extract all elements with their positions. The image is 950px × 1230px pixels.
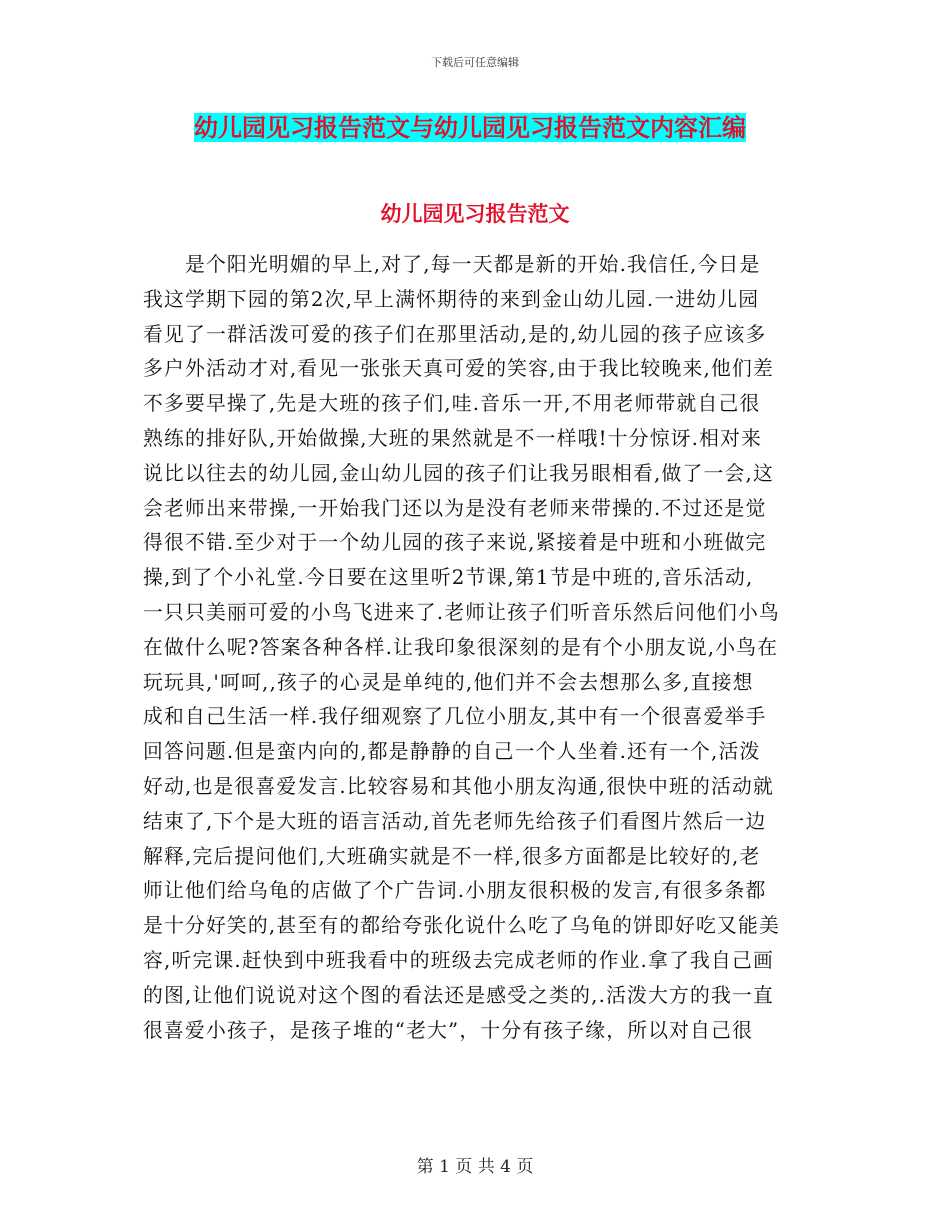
body-line: 师让他们给乌龟的店做了个广告词.小朋友很积极的发言,有很多条都 bbox=[143, 879, 767, 903]
body-line: 成和自己生活一样.我仔细观察了几位小朋友,其中有一个很喜爱举手 bbox=[143, 705, 767, 729]
body-line: 我这学期下园的第2次,早上满怀期待的来到金山幼儿园.一进幼儿园 bbox=[143, 287, 760, 311]
body-line: 好动,也是很喜爱发言.比较容易和其他小朋友沟通,很快中班的活动就 bbox=[143, 774, 774, 798]
body-line: 看见了一群活泼可爱的孩子们在那里活动,是的,幼儿园的孩子应该多 bbox=[143, 322, 767, 346]
body-line: 玩玩具,'呵呵,,孩子的心灵是单纯的,他们并不会去想那么多,直接想 bbox=[143, 670, 754, 694]
body-line: 一只只美丽可爱的小鸟飞进来了.老师让孩子们听音乐然后问他们小鸟 bbox=[143, 600, 780, 624]
body-text bbox=[143, 248, 801, 1048]
body-line: 多户外活动才对,看见一张张天真可爱的笑容,由于我比较晚来,他们差 bbox=[143, 357, 774, 381]
body-line: 是个阳光明媚的早上,对了,每一天都是新的开始.我信任,今日是 bbox=[143, 253, 761, 276]
body-line: 熟练的排好队,开始做操,大班的果然就是不一样哦!十分惊讶.相对来 bbox=[143, 426, 763, 450]
body-line: 会老师出来带操,一开始我门还以为是没有老师来带操的.不过还是觉 bbox=[143, 496, 767, 520]
section-title: 幼儿园见习报告范文 bbox=[380, 201, 570, 226]
body-line: 结束了,下个是大班的语言活动,首先老师先给孩子们看图片然后一边 bbox=[143, 809, 767, 833]
body-line: 说比以往去的幼儿园,金山幼儿园的孩子们让我另眼相看,做了一会,这 bbox=[143, 461, 774, 485]
body-line: 是十分好笑的,甚至有的都给夸张化说什么吃了乌龟的饼即好吃又能美 bbox=[143, 914, 780, 938]
body-line: 的图,让他们说说对这个图的看法还是感受之类的,.活泼大方的我一直 bbox=[143, 983, 774, 1007]
body-line: 不多要早操了,先是大班的孩子们,哇.音乐一开,不用老师带就自己很 bbox=[143, 392, 761, 416]
body-line: 容,听完课.赶快到中班我看中的班级去完成老师的作业.拿了我自己画 bbox=[143, 948, 774, 972]
body-line: 得很不错.至少对于一个幼儿园的孩子来说,紧接着是中班和小班做完 bbox=[143, 531, 767, 555]
document-title-text: 幼儿园见习报告范文与幼儿园见习报告范文内容汇编 bbox=[194, 113, 746, 142]
body-line: 很喜爱小孩子，是孩子堆的“老大”，十分有孩子缘，所以对自己很 bbox=[143, 1018, 754, 1042]
body-line: 在做什么呢?答案各种各样.让我印象很深刻的是有个小朋友说,小鸟在 bbox=[143, 635, 779, 659]
body-line: 回答问题.但是蛮内向的,都是静静的自己一个人坐着.还有一个,活泼 bbox=[143, 740, 761, 764]
page-footer: 第 1 页 共 4 页 bbox=[416, 1157, 534, 1177]
document-title bbox=[192, 110, 748, 146]
body-line: 操,到了个小礼堂.今日要在这里听2节课,第1节是中班的,音乐活动, bbox=[143, 566, 754, 590]
header-note: 下载后可任意编辑 bbox=[431, 56, 519, 69]
body-line: 解释,完后提问他们,大班确实就是不一样,很多方面都是比较好的,老 bbox=[143, 844, 761, 868]
